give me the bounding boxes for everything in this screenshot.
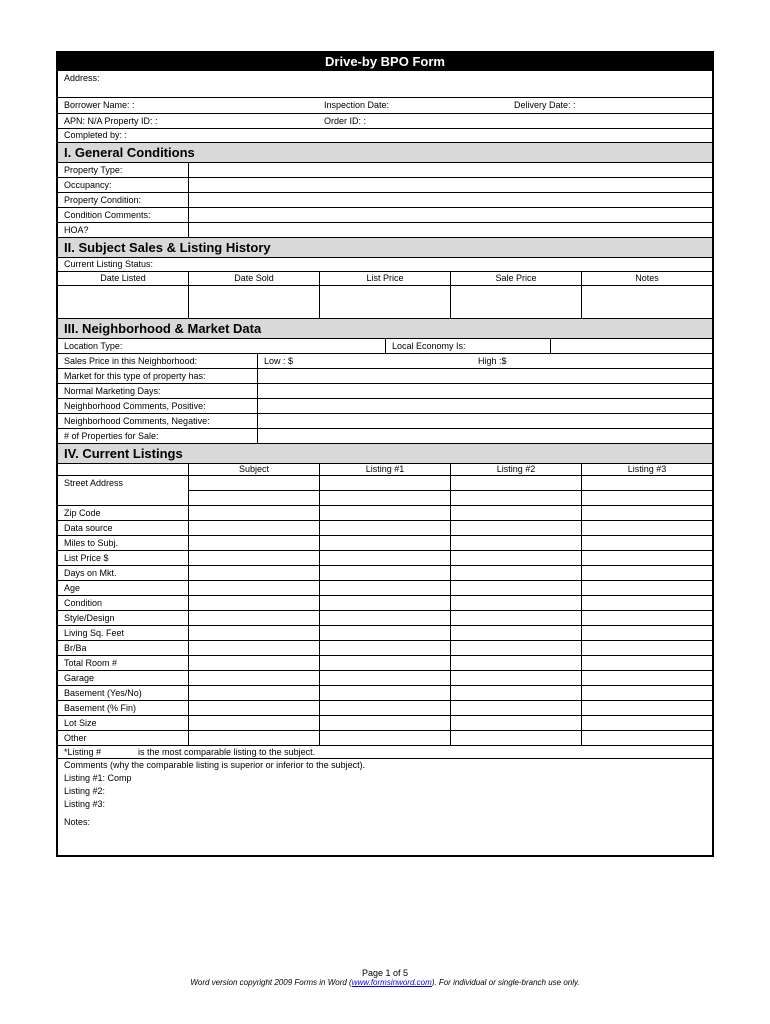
- basement-yes-no-value-3[interactable]: [581, 686, 712, 700]
- data-source-value-1[interactable]: [319, 521, 450, 535]
- neighborhood-comments-negative-row: [58, 414, 712, 429]
- sales-history-header: [58, 272, 712, 286]
- col-sale-price: Sale Price: [450, 272, 581, 285]
- garage-value-1[interactable]: [319, 671, 450, 685]
- condition-comments-row: [58, 208, 712, 223]
- comments-area[interactable]: [58, 759, 712, 871]
- total-room-value-0[interactable]: [188, 656, 319, 670]
- age-value-1[interactable]: [319, 581, 450, 595]
- completed-row: [58, 129, 712, 143]
- garage-value-0[interactable]: [188, 671, 319, 685]
- zip-code-value-3[interactable]: [581, 506, 712, 520]
- br-ba-value-0[interactable]: [188, 641, 319, 655]
- days-on-mkt-value-3[interactable]: [581, 566, 712, 580]
- notes-label: Notes:: [64, 817, 91, 827]
- days-on-mkt-value-0[interactable]: [188, 566, 319, 580]
- neighborhood-comments-positive-row: [58, 399, 712, 414]
- days-on-mkt-value-2[interactable]: [450, 566, 581, 580]
- list-price-value-1[interactable]: [319, 551, 450, 565]
- comments-label: Comments (why the comparable listing is superior or inferior to the subject).: [64, 760, 366, 770]
- market-for-this-type-of-property-has-row: [58, 369, 712, 384]
- form-title: Drive-by BPO Form: [58, 53, 712, 71]
- condition-value-1[interactable]: [319, 596, 450, 610]
- neighborhood-comments-negative-value-0[interactable]: [257, 414, 712, 428]
- lot-size-value-0[interactable]: [188, 716, 319, 730]
- property-condition-value-0[interactable]: [188, 193, 712, 207]
- br-ba-value-1[interactable]: [319, 641, 450, 655]
- sale-price-cell[interactable]: [450, 286, 581, 318]
- miles-to-subj-row: [58, 536, 712, 551]
- lot-size-value-3[interactable]: [581, 716, 712, 730]
- inspection-date-field[interactable]: Inspection Date:: [324, 100, 390, 110]
- normal-marketing-days-value-0[interactable]: [257, 384, 712, 398]
- miles-to-subj-label: Miles to Subj.: [64, 538, 119, 548]
- days-on-mkt-value-1[interactable]: [319, 566, 450, 580]
- zip-code-value-0[interactable]: [188, 506, 319, 520]
- garage-row: [58, 671, 712, 686]
- col-subject: Subject: [188, 464, 319, 475]
- col-listing-3: Listing #3: [581, 464, 712, 475]
- living-sq-feet-label: Living Sq. Feet: [64, 628, 125, 638]
- data-source-row: [58, 521, 712, 536]
- apn-field[interactable]: APN: N/A Property ID: :: [64, 116, 158, 126]
- style-design-value-0[interactable]: [188, 611, 319, 625]
- miles-to-subj-value-0[interactable]: [188, 536, 319, 550]
- section-current-listings: IV. Current Listings: [58, 444, 712, 464]
- age-label: Age: [64, 583, 81, 593]
- zip-code-value-1[interactable]: [319, 506, 450, 520]
- low-price-field[interactable]: Low : $: [257, 354, 472, 368]
- date-sold-cell[interactable]: [188, 286, 319, 318]
- occupancy-row: [58, 178, 712, 193]
- age-value-2[interactable]: [450, 581, 581, 595]
- other-label: Other: [64, 733, 87, 743]
- street-address-row: [58, 476, 712, 506]
- neighborhood-rows: [58, 369, 712, 444]
- property-condition-label: Property Condition:: [64, 195, 142, 205]
- basement-yes-no-value-1[interactable]: [319, 686, 450, 700]
- age-value-3[interactable]: [581, 581, 712, 595]
- market-for-this-type-of-property-has-value-0[interactable]: [257, 369, 712, 383]
- basement-fin-value-2[interactable]: [450, 701, 581, 715]
- living-sq-feet-value-0[interactable]: [188, 626, 319, 640]
- other-value-0[interactable]: [188, 731, 319, 745]
- address-row: [58, 71, 712, 98]
- delivery-date-field[interactable]: Delivery Date: :: [514, 100, 576, 110]
- list-price-value-2[interactable]: [450, 551, 581, 565]
- date-listed-cell[interactable]: [58, 286, 188, 318]
- garage-value-2[interactable]: [450, 671, 581, 685]
- bpo-form: [56, 51, 714, 857]
- living-sq-feet-row: [58, 626, 712, 641]
- miles-to-subj-value-2[interactable]: [450, 536, 581, 550]
- neighborhood-comments-positive-value-0[interactable]: [257, 399, 712, 413]
- high-price-field[interactable]: High :$: [478, 356, 507, 366]
- listing-status-field[interactable]: Current Listing Status:: [64, 259, 154, 269]
- style-design-row: [58, 611, 712, 626]
- listing-number-label: *Listing #: [64, 747, 102, 757]
- condition-value-3[interactable]: [581, 596, 712, 610]
- living-sq-feet-value-2[interactable]: [450, 626, 581, 640]
- location-row: [58, 339, 712, 354]
- completed-by-field[interactable]: Completed by: :: [64, 130, 128, 140]
- other-value-1[interactable]: [319, 731, 450, 745]
- list-price-row: [58, 551, 712, 566]
- list-price-value-0[interactable]: [188, 551, 319, 565]
- style-design-value-3[interactable]: [581, 611, 712, 625]
- listing1-street-cell[interactable]: [319, 476, 450, 505]
- data-source-value-3[interactable]: [581, 521, 712, 535]
- condition-comments-label: Condition Comments:: [64, 210, 151, 220]
- condition-label: Condition: [64, 598, 103, 608]
- col-notes: Notes: [581, 272, 712, 285]
- col-listing-2: Listing #2: [450, 464, 581, 475]
- normal-marketing-days-label: Normal Marketing Days:: [64, 386, 161, 396]
- of-properties-for-sale-value-0[interactable]: [257, 429, 712, 443]
- listings-rows: [58, 506, 712, 746]
- apn-row: [58, 114, 712, 129]
- listing3-street-cell[interactable]: [581, 476, 712, 505]
- list-price-label: List Price $: [64, 553, 109, 563]
- listing3-comment: Listing #3:: [64, 799, 106, 809]
- of-properties-for-sale-row: [58, 429, 712, 444]
- borrower-row: [58, 98, 712, 114]
- notes-cell[interactable]: [581, 286, 712, 318]
- hoa-label: HOA?: [64, 225, 89, 235]
- address-field[interactable]: Address:: [64, 73, 100, 83]
- property-type-label: Property Type:: [64, 165, 123, 175]
- listing1-comment: Listing #1: Comp: [64, 773, 132, 783]
- other-row: [58, 731, 712, 746]
- total-room-row: [58, 656, 712, 671]
- section-general-conditions: I. General Conditions: [58, 143, 712, 163]
- style-design-label: Style/Design: [64, 613, 115, 623]
- copyright-line: [0, 978, 770, 987]
- sales-history-row: [58, 286, 712, 319]
- basement-yes-no-label: Basement (Yes/No): [64, 688, 142, 698]
- listings-header: [58, 464, 712, 476]
- neighborhood-comments-positive-label: Neighborhood Comments, Positive:: [64, 401, 206, 411]
- basement-fin-row: [58, 701, 712, 716]
- total-room-value-3[interactable]: [581, 656, 712, 670]
- most-comparable-row: [58, 746, 712, 759]
- days-on-mkt-row: [58, 566, 712, 581]
- basement-fin-value-1[interactable]: [319, 701, 450, 715]
- basement-fin-value-3[interactable]: [581, 701, 712, 715]
- listing-status-row: [58, 258, 712, 272]
- property-condition-row: [58, 193, 712, 208]
- other-value-2[interactable]: [450, 731, 581, 745]
- zip-code-value-2[interactable]: [450, 506, 581, 520]
- col-listing-1: Listing #1: [319, 464, 450, 475]
- days-on-mkt-label: Days on Mkt.: [64, 568, 117, 578]
- property-type-value-0[interactable]: [188, 163, 712, 177]
- hoa-row: [58, 223, 712, 238]
- listing2-street-cell[interactable]: [450, 476, 581, 505]
- market-for-this-type-of-property-has-label: Market for this type of property has:: [64, 371, 206, 381]
- col-date-listed: Date Listed: [100, 273, 146, 283]
- of-properties-for-sale-label: # of Properties for Sale:: [64, 431, 159, 441]
- listing2-comment: Listing #2:: [64, 786, 106, 796]
- section-subject-sales: II. Subject Sales & Listing History: [58, 238, 712, 258]
- basement-yes-no-value-0[interactable]: [188, 686, 319, 700]
- data-source-value-2[interactable]: [450, 521, 581, 535]
- total-room-value-2[interactable]: [450, 656, 581, 670]
- condition-value-0[interactable]: [188, 596, 319, 610]
- br-ba-value-3[interactable]: [581, 641, 712, 655]
- garage-label: Garage: [64, 673, 95, 683]
- miles-to-subj-value-1[interactable]: [319, 536, 450, 550]
- section-neighborhood: III. Neighborhood & Market Data: [58, 319, 712, 339]
- condition-comments-value-0[interactable]: [188, 208, 712, 222]
- normal-marketing-days-row: [58, 384, 712, 399]
- page-number: Page 1 of 5: [361, 968, 409, 978]
- general-conditions-rows: [58, 163, 712, 238]
- property-type-row: [58, 163, 712, 178]
- local-economy-value[interactable]: [550, 339, 712, 353]
- living-sq-feet-value-1[interactable]: [319, 626, 450, 640]
- lot-size-row: [58, 716, 712, 731]
- list-price-value-3[interactable]: [581, 551, 712, 565]
- basement-yes-no-row: [58, 686, 712, 701]
- copyright-suffix: ). For individual or single-branch use only.: [431, 978, 580, 987]
- basement-yes-no-value-2[interactable]: [450, 686, 581, 700]
- local-economy-field[interactable]: Local Economy Is:: [385, 339, 550, 353]
- order-id-field[interactable]: Order ID: :: [324, 116, 367, 126]
- data-source-value-0[interactable]: [188, 521, 319, 535]
- lot-size-value-2[interactable]: [450, 716, 581, 730]
- age-value-0[interactable]: [188, 581, 319, 595]
- zip-code-label: Zip Code: [64, 508, 101, 518]
- other-value-3[interactable]: [581, 731, 712, 745]
- sales-price-row: [58, 354, 712, 369]
- neighborhood-comments-negative-label: Neighborhood Comments, Negative:: [64, 416, 210, 426]
- condition-row: [58, 596, 712, 611]
- col-list-price: List Price: [319, 272, 450, 285]
- style-design-value-2[interactable]: [450, 611, 581, 625]
- borrower-field[interactable]: Borrower Name: :: [64, 100, 135, 110]
- data-source-label: Data source: [64, 523, 113, 533]
- br-ba-value-2[interactable]: [450, 641, 581, 655]
- basement-fin-value-0[interactable]: [188, 701, 319, 715]
- style-design-value-1[interactable]: [319, 611, 450, 625]
- most-comparable-text: is the most comparable listing to the subject.: [138, 747, 316, 757]
- listings-label-col: [58, 464, 188, 475]
- location-type-field[interactable]: Location Type:: [64, 341, 123, 351]
- occupancy-value-0[interactable]: [188, 178, 712, 192]
- list-price-cell[interactable]: [319, 286, 450, 318]
- formsinword-link[interactable]: www.formsinword.com: [351, 978, 432, 987]
- lot-size-value-1[interactable]: [319, 716, 450, 730]
- living-sq-feet-value-3[interactable]: [581, 626, 712, 640]
- basement-fin-label: Basement (% Fin): [64, 703, 137, 713]
- zip-code-row: [58, 506, 712, 521]
- condition-value-2[interactable]: [450, 596, 581, 610]
- miles-to-subj-value-3[interactable]: [581, 536, 712, 550]
- street-address-label: Street Address: [64, 478, 124, 488]
- total-room-value-1[interactable]: [319, 656, 450, 670]
- age-row: [58, 581, 712, 596]
- garage-value-3[interactable]: [581, 671, 712, 685]
- copyright-prefix: Word version copyright 2009 Forms in Word (: [190, 978, 352, 987]
- total-room-label: Total Room #: [64, 658, 118, 668]
- subject-street-cell[interactable]: [188, 476, 319, 505]
- hoa-value-0[interactable]: [188, 223, 712, 237]
- occupancy-label: Occupancy:: [64, 180, 112, 190]
- br-ba-label: Br/Ba: [64, 643, 87, 653]
- lot-size-label: Lot Size: [64, 718, 97, 728]
- br-ba-row: [58, 641, 712, 656]
- sales-price-label: Sales Price in this Neighborhood:: [64, 356, 198, 366]
- col-date-sold: Date Sold: [188, 272, 319, 285]
